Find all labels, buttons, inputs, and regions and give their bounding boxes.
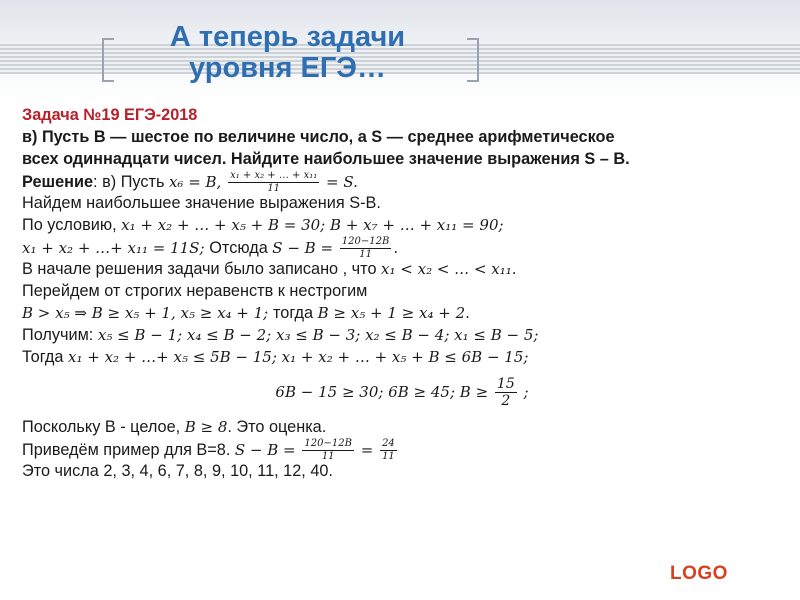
text-segment: Получим: xyxy=(22,326,98,344)
title-line-2: уровня ЕГЭ… xyxy=(189,52,386,84)
text-segment: . xyxy=(393,238,399,257)
line-sum xyxy=(22,236,782,258)
line-task xyxy=(22,104,782,126)
text-segment: Приведём пример для В=8. xyxy=(22,440,235,459)
center-text: 6B − 15 ≥ 30; 6B ≥ 45; B ≥ xyxy=(275,383,493,401)
line-get xyxy=(22,324,782,346)
text-segment: x₁ + x₂ + … + x₅ + B = 30; B + x₇ + … + x₁₁ = 90; xyxy=(121,216,504,234)
text-segment: x₁ < x₂ < … < x₁₁. xyxy=(381,260,517,278)
text-segment: . Это оценка. xyxy=(227,418,327,436)
fraction: $\frac{\text{x₁ + x₂ + … + x₁₁}}{11}$ xyxy=(230,170,318,194)
right-bracket xyxy=(467,38,479,82)
text-segment: Поскольку В - целое, xyxy=(22,418,185,436)
text-segment: Найдем наибольшее значение выражения S-B. xyxy=(22,194,381,212)
text-segment: x₁ + x₂ + …+ x₅ ≤ 5B − 15; x₁ + x₂ + … + x₅ + B ≤ 6B − 15; xyxy=(68,348,529,366)
text-segment: x₅ ≤ B − 1; x₄ ≤ B − 2; x₃ ≤ B − 3; x₂ ≤ B − 4; x₁ ≤ B − 5; xyxy=(97,326,539,344)
line-since xyxy=(22,416,782,438)
text-segment: S − B = xyxy=(234,440,301,459)
text-segment: B > x₅ ⇒ B ≥ x₅ + 1, x₅ ≥ x₄ + 1; xyxy=(22,304,274,322)
line-note xyxy=(22,258,782,280)
fraction-15-2: $\frac{15}{2}$ xyxy=(496,376,515,410)
slide-content xyxy=(22,104,782,482)
logo: LOGO xyxy=(670,563,728,584)
line-move xyxy=(22,280,782,302)
text-segment: тогда xyxy=(273,304,318,322)
text-segment: B ≥ 8 xyxy=(184,418,228,436)
text-segment: Перейдем от строгих неравенств к нестрогим xyxy=(22,282,368,300)
text-segment: Тогда xyxy=(22,348,69,366)
fraction: $\frac{24}{11}$ xyxy=(382,438,395,462)
text-segment: x₆ = B, xyxy=(168,172,227,191)
text-segment: В начале решения задачи было записано , что xyxy=(22,260,382,278)
line-numbers xyxy=(22,460,782,482)
fraction: $\frac{120-12B}{11}$ xyxy=(341,236,390,260)
text-segment: По условию, xyxy=(22,216,122,234)
text-segment: Решение xyxy=(22,172,94,191)
line-cond1 xyxy=(22,126,782,148)
solution-lines xyxy=(22,104,782,368)
text-segment: Отсюда xyxy=(209,238,273,257)
center-tail: ; xyxy=(518,383,529,401)
line-find xyxy=(22,192,782,214)
line-sol xyxy=(22,170,782,192)
text-segment: Задача №19 ЕГЭ-2018 xyxy=(22,106,198,124)
text-segment: Это числа 2, 3, 4, 6, 7, 8, 9, 10, 11, 12, 40. xyxy=(22,462,333,480)
text-segment: S − B = xyxy=(272,238,338,257)
text-segment: в) Пусть B — шестое по величине число, а S — среднее арифметическое xyxy=(22,128,615,146)
line-ineq xyxy=(22,302,782,324)
text-segment: x₁ + x₂ + …+ x₁₁ = 11S; xyxy=(22,238,210,257)
conclusion-lines xyxy=(22,416,782,482)
line-then xyxy=(22,346,782,368)
text-segment: = S. xyxy=(321,172,358,191)
text-segment: : в) Пусть xyxy=(93,172,169,191)
text-segment: всех одиннадцати чисел. Найдите наибольшее значение выражения S – B. xyxy=(22,150,630,168)
left-bracket xyxy=(102,38,114,82)
text-segment: = xyxy=(355,440,379,459)
line-cond2 xyxy=(22,148,782,170)
line-cond xyxy=(22,214,782,236)
text-segment: B ≥ x₅ + 1 ≥ x₄ + 2. xyxy=(317,304,470,322)
title-line-1: А теперь задачи xyxy=(169,21,406,53)
fraction: $\frac{120-12B}{11}$ xyxy=(304,438,352,462)
slide-title xyxy=(115,22,460,84)
line-example xyxy=(22,438,782,460)
center-inequality xyxy=(22,368,782,416)
